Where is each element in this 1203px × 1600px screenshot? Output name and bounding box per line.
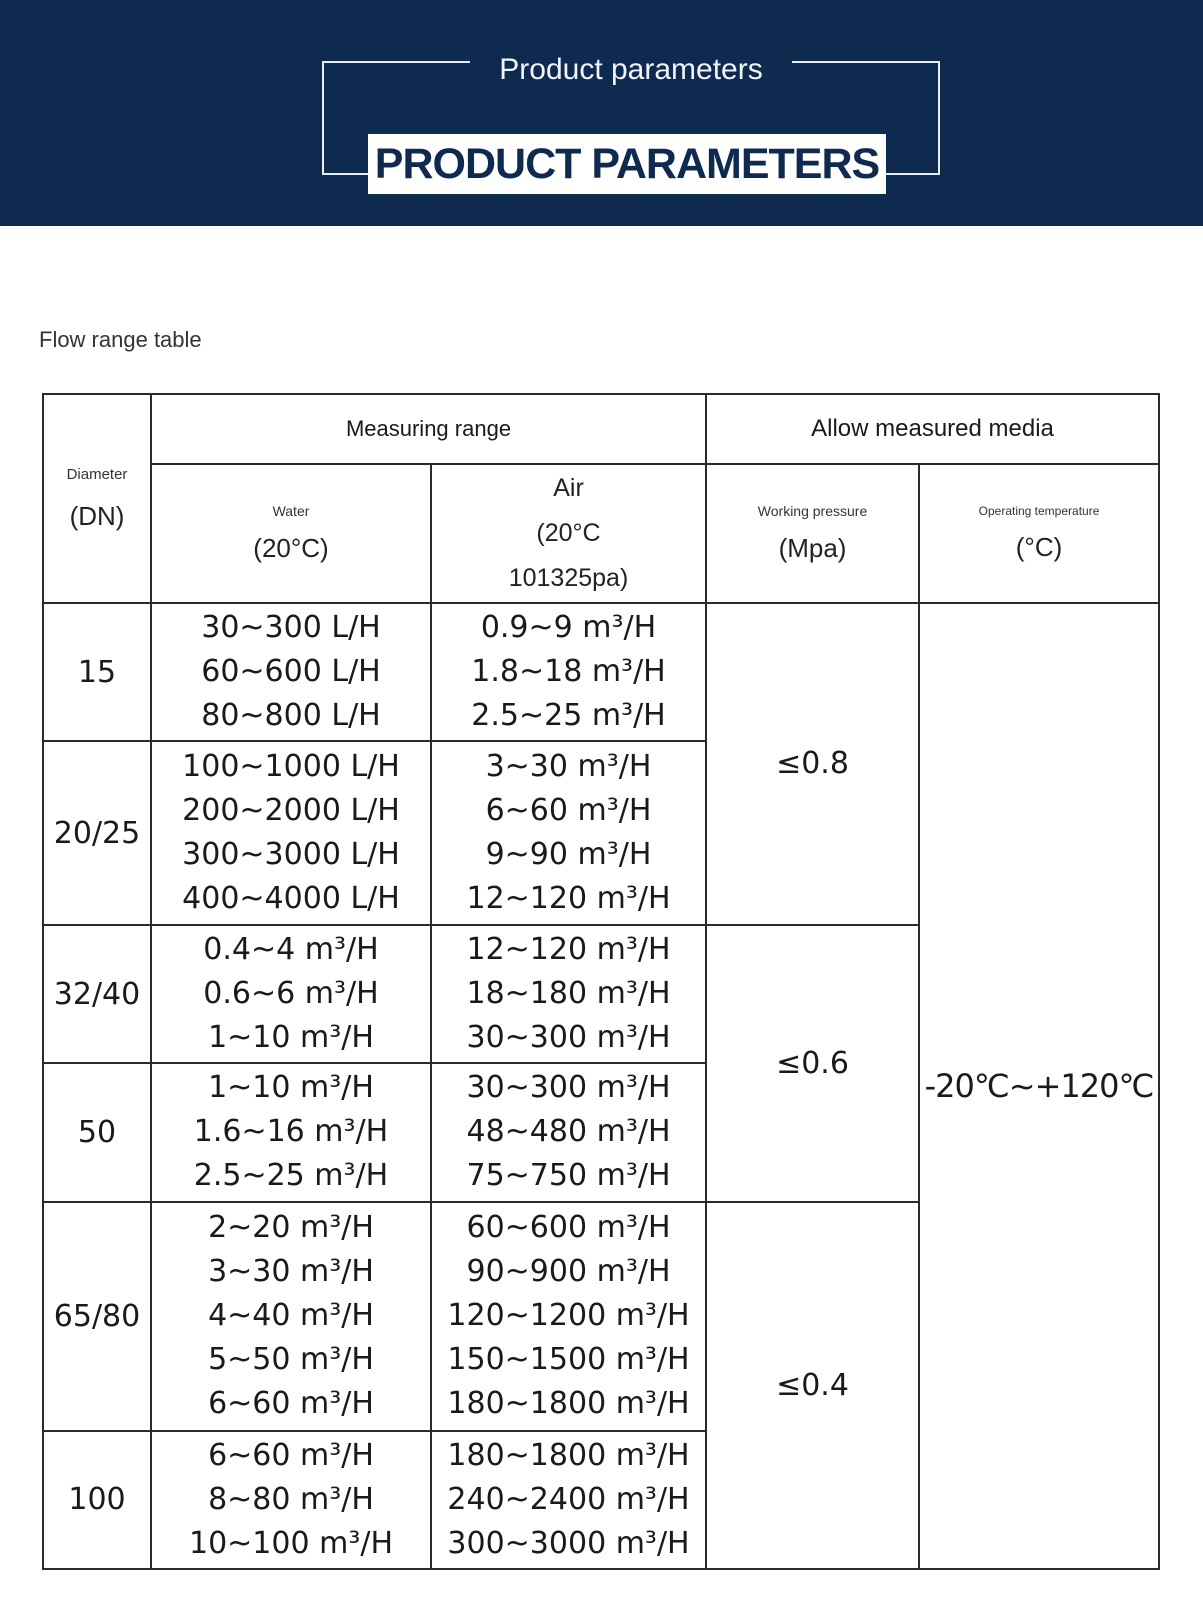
diameter-header [43, 394, 151, 603]
air-cell [431, 1063, 706, 1201]
air-label: Air [553, 474, 584, 502]
water-range: 2.5~25 m³/H [193, 1158, 389, 1194]
water-range: 8~80 m³/H [208, 1481, 374, 1517]
dn-cell: 20/25 [43, 741, 151, 925]
air-range: 30~300 m³/H [466, 1070, 671, 1106]
air-range: 180~1800 m³/H [447, 1437, 690, 1473]
water-range: 3~30 m³/H [208, 1254, 374, 1290]
pressure-header [706, 464, 919, 603]
air-header [431, 464, 706, 603]
diameter-unit: (DN) [69, 500, 125, 531]
water-range: 10~100 m³/H [188, 1525, 394, 1561]
water-range: 1.6~16 m³/H [193, 1114, 389, 1150]
temperature-unit: (°C) [1015, 532, 1063, 562]
water-range: 2~20 m³/H [208, 1210, 374, 1246]
pressure-cell: ≤0.6 [706, 925, 919, 1202]
air-range: 75~750 m³/H [466, 1158, 671, 1194]
measuring-range-header: Measuring range [151, 394, 706, 464]
water-label: Water [272, 503, 310, 519]
air-range: 60~600 m³/H [466, 1210, 671, 1246]
air-range: 120~1200 m³/H [447, 1298, 690, 1334]
water-range: 300~3000 L/H [182, 837, 400, 873]
water-range: 30~300 L/H [201, 610, 381, 646]
pressure-cell: ≤0.8 [706, 603, 919, 925]
air-cell [431, 1431, 706, 1569]
temperature-cell: -20℃~+120℃ [919, 603, 1159, 1569]
water-cell [151, 925, 431, 1063]
air-range: 48~480 m³/H [466, 1114, 671, 1150]
air-range: 180~1800 m³/H [447, 1386, 690, 1422]
allow-media-header: Allow measured media [706, 394, 1159, 464]
air-range: 30~300 m³/H [466, 1020, 671, 1056]
dn-cell: 32/40 [43, 925, 151, 1063]
water-header [151, 464, 431, 603]
air-range: 90~900 m³/H [466, 1254, 671, 1290]
temperature-header [919, 464, 1159, 603]
air-cell [431, 603, 706, 741]
air-range: 240~2400 m³/H [447, 1481, 690, 1517]
water-cell [151, 1431, 431, 1569]
air-range: 12~120 m³/H [466, 881, 671, 917]
water-range: 0.6~6 m³/H [203, 976, 379, 1012]
air-range: 6~60 m³/H [485, 793, 652, 829]
air-range: 300~3000 m³/H [447, 1525, 690, 1561]
pressure-unit: (Mpa) [778, 533, 847, 563]
water-range: 80~800 L/H [201, 698, 381, 734]
water-cell [151, 603, 431, 741]
dn-cell: 100 [43, 1431, 151, 1569]
air-range: 3~30 m³/H [485, 749, 652, 785]
air-range: 12~120 m³/H [466, 932, 671, 968]
diameter-label: Diameter [66, 465, 128, 483]
water-range: 6~60 m³/H [208, 1386, 374, 1422]
banner-title: PRODUCT PARAMETERS [374, 140, 880, 188]
flow-range-table [42, 393, 1160, 1570]
water-range: 0.4~4 m³/H [203, 932, 379, 968]
air-range: 18~180 m³/H [466, 976, 671, 1012]
water-range: 100~1000 L/H [182, 749, 400, 785]
air-range: 1.8~18 m³/H [471, 654, 666, 690]
water-range: 5~50 m³/H [208, 1342, 374, 1378]
table-caption: Flow range table [39, 327, 202, 352]
water-unit: (20°C) [253, 533, 329, 563]
air-cell [431, 925, 706, 1063]
air-range: 9~90 m³/H [485, 837, 652, 873]
water-range: 200~2000 L/H [182, 793, 400, 829]
air-range: 0.9~9 m³/H [480, 610, 657, 646]
dn-cell: 65/80 [43, 1202, 151, 1431]
water-range: 4~40 m³/H [208, 1298, 374, 1334]
air-range: 150~1500 m³/H [447, 1342, 690, 1378]
water-range: 400~4000 L/H [182, 881, 400, 917]
air-range: 2.5~25 m³/H [471, 698, 666, 734]
water-range: 1~10 m³/H [208, 1020, 374, 1056]
pressure-cell: ≤0.4 [706, 1202, 919, 1569]
air-cell [431, 741, 706, 925]
air-condition-2: 101325pa) [508, 564, 629, 592]
air-cell [431, 1202, 706, 1431]
temperature-label: Operating temperature [978, 504, 1100, 518]
table-row [43, 603, 1159, 741]
dn-cell: 15 [43, 603, 151, 741]
header-banner [0, 0, 1203, 226]
banner-subtitle: Product parameters [499, 53, 763, 86]
water-cell [151, 1202, 431, 1431]
water-range: 60~600 L/H [201, 654, 381, 690]
water-range: 6~60 m³/H [208, 1437, 374, 1473]
dn-cell: 50 [43, 1063, 151, 1201]
water-cell [151, 741, 431, 925]
water-cell [151, 1063, 431, 1201]
water-range: 1~10 m³/H [208, 1070, 374, 1106]
pressure-label: Working pressure [757, 503, 868, 519]
air-condition-1: (20°C [536, 519, 601, 547]
